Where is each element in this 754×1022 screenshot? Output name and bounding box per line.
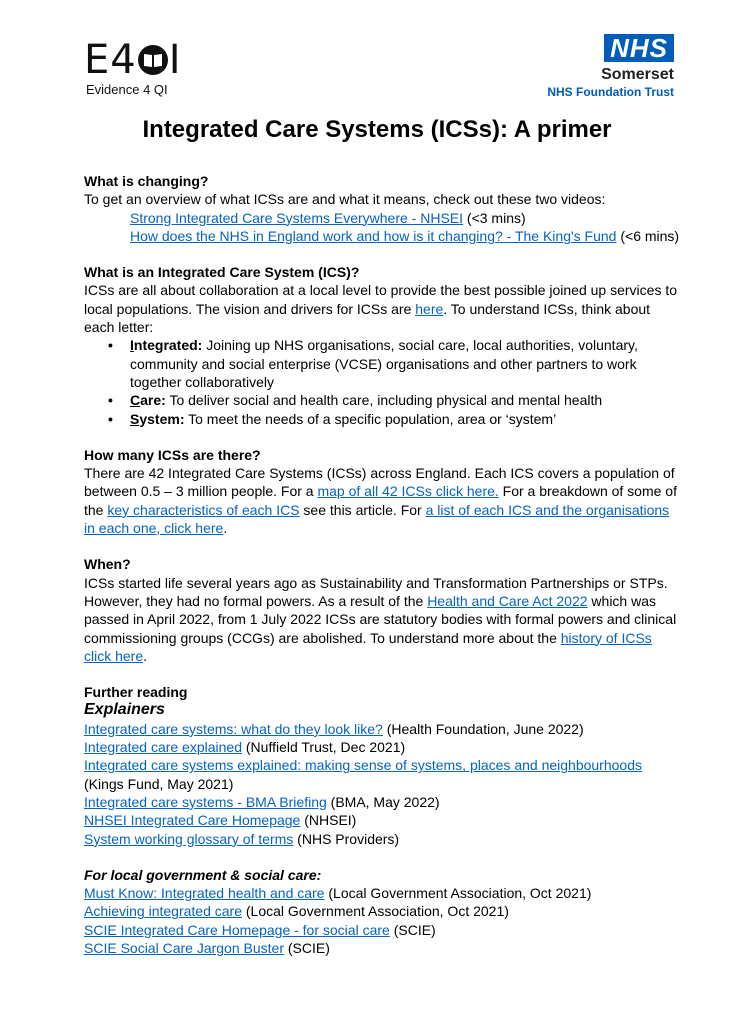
source-note: (Local Government Association, Oct 2021)	[324, 885, 592, 902]
text-run: There are 42 Integrated Care Systems (ICSs) across England. Each ICS covers a population of between 0.5 – 3 million people. For a	[84, 465, 675, 500]
list-item	[84, 738, 680, 756]
list-item	[84, 756, 680, 793]
text-run: For a breakdown of some of the	[84, 483, 677, 518]
definition: Joining up NHS organisations, social care, local authorities, voluntary, community and social enterprise (VCSE) organisations and other partners to work together collaboratively	[130, 337, 638, 390]
e4qi-logo	[84, 37, 182, 97]
term: are:	[140, 392, 166, 409]
term: ntegrated:	[133, 337, 203, 354]
letter: I	[130, 337, 134, 354]
reading-link[interactable]: Must Know: Integrated health and care	[84, 885, 325, 902]
reading-link[interactable]: SCIE Social Care Jargon Buster	[84, 939, 284, 956]
section-heading: What is an Integrated Care System (ICS)?	[84, 264, 360, 281]
health-care-act-link[interactable]: Health and Care Act 2022	[427, 592, 588, 609]
nhs-org-name: Somerset	[601, 66, 674, 83]
video-duration: (<6 mins)	[616, 227, 680, 244]
vision-link[interactable]: here	[415, 300, 444, 317]
reading-link[interactable]: Achieving integrated care	[84, 903, 242, 920]
ics-map-link[interactable]: map of all 42 ICSs click here.	[317, 483, 499, 500]
reading-link[interactable]: NHSEI Integrated Care Homepage	[84, 812, 301, 829]
reading-link[interactable]: Integrated care systems explained: making sense of systems, places and neighbourhoods	[84, 757, 642, 774]
e4qi-wordmark: E4 I	[84, 37, 182, 83]
list-item	[84, 939, 680, 957]
document-body	[84, 172, 680, 975]
list-item	[84, 793, 680, 811]
list-item	[84, 720, 680, 738]
section-how-many	[84, 446, 680, 537]
letter: S	[130, 410, 140, 427]
list-item	[84, 884, 680, 902]
nhs-logo	[547, 34, 674, 99]
letter: C	[130, 392, 141, 409]
definition: To deliver social and health care, including physical and mental health	[165, 392, 603, 409]
text-run: .	[223, 520, 228, 537]
section-what-is-ics	[84, 263, 680, 428]
explainers-list	[84, 720, 680, 848]
section-heading: How many ICSs are there?	[84, 446, 261, 463]
source-note: (BMA, May 2022)	[326, 793, 440, 810]
text-run: which was passed in April 2022, from 1 July 2022 ICSs are statutory bodies with formal powers and clinical commissioning groups (CCGs) are abolished. To understand more about the	[84, 592, 677, 646]
list-item	[130, 391, 680, 409]
section-subheading: Explainers	[84, 701, 165, 719]
text-run: . To understand ICSs, think about each letter:	[84, 300, 651, 336]
section-text: To get an overview of what ICSs are and what it means, check out these two videos:	[84, 191, 606, 208]
section-text	[84, 281, 680, 336]
list-item	[130, 410, 680, 428]
list-item	[84, 921, 680, 939]
definition: To meet the needs of a specific population, area or ‘system’	[184, 410, 557, 427]
section-what-is-changing	[84, 172, 680, 245]
e4qi-subtitle: Evidence 4 QI	[86, 82, 168, 97]
list-item	[84, 811, 680, 829]
section-local-government	[84, 866, 680, 957]
list-item	[84, 902, 680, 920]
local-government-list	[84, 884, 680, 957]
source-note: (Kings Fund, May 2021)	[84, 775, 234, 792]
text-run: see this article. For	[299, 501, 426, 518]
reading-link[interactable]: Integrated care systems - BMA Briefing	[84, 793, 327, 810]
source-note: (NHSEI)	[300, 812, 357, 829]
video-duration: (<3 mins)	[463, 209, 526, 226]
ics-list-link[interactable]: a list of each ICS and the organisations in each one, click here	[84, 501, 670, 537]
text-run: ICSs started life several years ago as Sustainability and Transformation Partnerships or STPs. However, they had no formal powers. As a result of the	[84, 574, 668, 609]
source-note: (SCIE)	[389, 921, 436, 938]
section-heading: Further reading	[84, 684, 188, 701]
document-title: Integrated Care Systems (ICSs): A primer	[142, 116, 612, 143]
source-note: (Nuffield Trust, Dec 2021)	[242, 739, 406, 756]
section-text	[84, 574, 680, 665]
nhs-logo-box: NHS	[604, 34, 674, 62]
section-heading: When?	[84, 556, 131, 573]
list-item	[84, 830, 680, 848]
nhs-trust-name: NHS Foundation Trust	[547, 85, 674, 99]
ics-history-link[interactable]: history of ICSs click here	[84, 629, 652, 664]
section-when	[84, 555, 680, 665]
section-subheading: For local government & social care:	[84, 866, 322, 883]
ics-letter-list	[84, 336, 680, 427]
book-icon	[138, 45, 168, 75]
key-characteristics-link[interactable]: key characteristics of each ICS	[107, 501, 300, 518]
list-item	[130, 336, 680, 391]
section-text	[84, 464, 680, 537]
section-further-reading	[84, 683, 680, 848]
reading-link[interactable]: SCIE Integrated Care Homepage - for social care	[84, 921, 390, 938]
reading-link[interactable]: Integrated care systems: what do they look like?	[84, 720, 383, 737]
video-links	[84, 209, 680, 246]
reading-link[interactable]: System working glossary of terms	[84, 830, 294, 847]
reading-link[interactable]: Integrated care explained	[84, 739, 242, 756]
source-note: (SCIE)	[283, 939, 330, 956]
source-note: (Health Foundation, June 2022)	[382, 720, 584, 737]
section-heading: What is changing?	[84, 173, 209, 189]
text-run: ICSs are all about collaboration at a local level to provide the best possible joined up services to local populations. The vision and drivers for ICSs are	[84, 282, 678, 317]
term: ystem:	[139, 410, 185, 427]
source-note: (Local Government Association, Oct 2021)	[242, 903, 509, 920]
text-run: .	[143, 647, 148, 664]
video-link-nhsei[interactable]: Strong Integrated Care Systems Everywhere - NHSEI	[130, 209, 464, 226]
video-link-kings-fund[interactable]: How does the NHS in England work and how is it changing? - The King's Fund	[130, 227, 617, 244]
source-note: (NHS Providers)	[293, 830, 400, 847]
